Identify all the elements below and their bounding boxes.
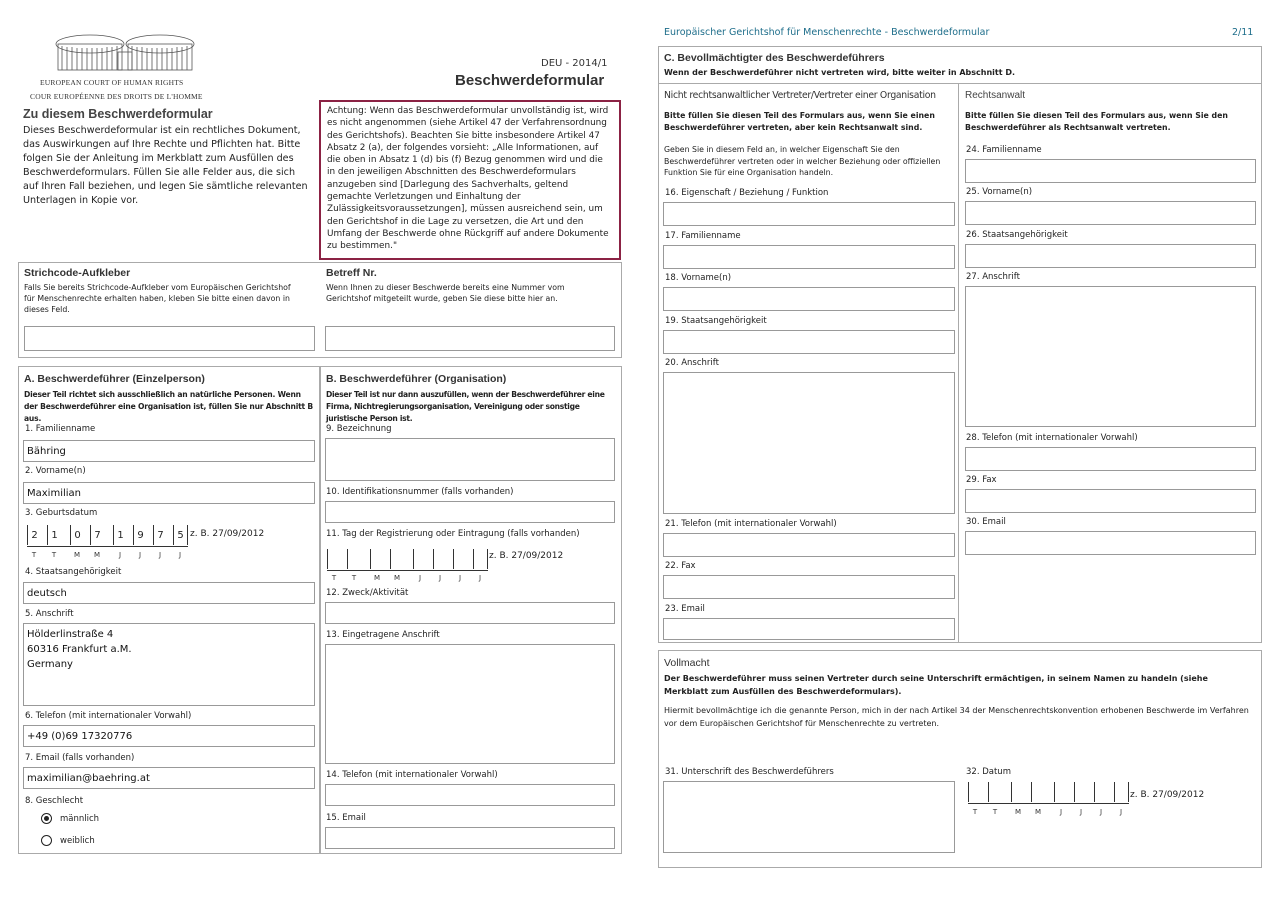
nonlawyer-note: Bitte füllen Sie diesen Teil des Formulars aus, wenn Sie einen Beschwerdeführer vertreten, aber kein Rechtsanwalt sind. (664, 111, 935, 132)
signature-date-field[interactable] (968, 782, 1126, 804)
family-name-field[interactable]: Bähring (23, 440, 315, 462)
family-name-label: 1. Familienname (25, 424, 96, 434)
first-name-label: 2. Vorname(n) (25, 466, 86, 476)
address-line: Germany (27, 659, 73, 670)
lawyer-nationality-field[interactable] (965, 244, 1256, 268)
gender-label: 8. Geschlecht (25, 796, 84, 806)
birth-date-digit: 5 (173, 525, 187, 545)
address-line: 60316 Frankfurt a.M. (27, 644, 132, 655)
rep-first-name-label: 18. Vorname(n) (665, 273, 732, 283)
lawyer-family-name-label: 24. Familienname (966, 145, 1042, 155)
gender-male-label: männlich (60, 814, 100, 824)
birth-date-digit: 7 (90, 525, 104, 545)
org-date-example: z. B. 27/09/2012 (489, 551, 564, 561)
signature-field[interactable] (663, 781, 955, 853)
section-a-heading: A. Beschwerdeführer (Einzelperson) (24, 373, 205, 385)
org-address-field[interactable] (325, 644, 615, 764)
rep-first-name-field[interactable] (663, 287, 955, 311)
org-name-label: 9. Bezeichnung (326, 424, 392, 434)
lawyer-first-name-field[interactable] (965, 201, 1256, 225)
section-c-heading: C. Bevollmächtigter des Beschwerdeführers (664, 52, 885, 64)
nationality-label: 4. Staatsangehörigkeit (25, 567, 122, 577)
lawyer-heading: Rechtsanwalt (965, 90, 1026, 101)
reference-text: Wenn Ihnen zu dieser Beschwerde bereits eine Nummer vom Gerichtshof mitgeteilt wurde, geben Sie diese bitte hier an. (326, 283, 565, 303)
org-registration-date-label: 11. Tag der Registrierung oder Eintragung (falls vorhanden) (326, 529, 580, 539)
phone-label: 6. Telefon (mit internationaler Vorwahl) (25, 711, 192, 721)
address-line: Hölderlinstraße 4 (27, 629, 114, 640)
nationality-field[interactable]: deutsch (23, 582, 315, 604)
lawyer-nationality-label: 26. Staatsangehörigkeit (966, 230, 1068, 240)
birth-date-digit: 0 (70, 525, 84, 545)
page-header-title: Europäischer Gerichtshof für Menschenrechte - Beschwerdeformular (664, 27, 990, 38)
authority-text: Hiermit bevollmächtige ich die genannte Person, mich in der nach Artikel 34 der Menschenrechtskonvention erhobenen Beschwerde im Verfahren vor dem Europäischen Gerichtshof für Menschenrechte zu vertreten. (664, 706, 1249, 728)
section-c-note: Wenn der Beschwerdeführer nicht vertreten wird, bitte weiter in Abschnitt D. (664, 68, 1016, 77)
court-name-en: EUROPEAN COURT OF HUMAN RIGHTS (40, 78, 184, 87)
form-code: DEU - 2014/1 (541, 58, 608, 69)
gender-female-label: weiblich (60, 836, 95, 846)
court-name-fr: COUR EUROPÉENNE DES DROITS DE L'HOMME (30, 92, 203, 101)
barcode-sticker-field[interactable] (24, 326, 315, 351)
address-label: 5. Anschrift (25, 609, 74, 619)
rep-phone-field[interactable] (663, 533, 955, 557)
authority-note: Der Beschwerdeführer muss seinen Vertreter durch seine Unterschrift ermächtigen, in seinem Namen zu handeln (siehe Merkblatt zum Ausfüllen des Beschwerdeformulars). (664, 674, 1208, 696)
lawyer-email-field[interactable] (965, 531, 1256, 555)
rep-address-label: 20. Anschrift (665, 358, 719, 368)
lawyer-phone-label: 28. Telefon (mit internationaler Vorwahl) (966, 433, 1138, 443)
gender-female-radio[interactable] (41, 835, 52, 846)
section-a-note: Dieser Teil richtet sich ausschließlich an natürliche Personen. Wenn der Beschwerdeführer eine Organisation ist, füllen Sie nur Abschnitt B aus. (24, 390, 314, 423)
birth-date-example: z. B. 27/09/2012 (190, 529, 265, 539)
lawyer-address-label: 27. Anschrift (966, 272, 1020, 282)
rep-nationality-field[interactable] (663, 330, 955, 354)
barcode-heading: Strichcode-Aufkleber (24, 267, 131, 279)
org-phone-label: 14. Telefon (mit internationaler Vorwahl) (326, 770, 498, 780)
nonlawyer-text: Geben Sie in diesem Feld an, in welcher Eigenschaft Sie den Beschwerdeführer vertreten oder in welcher Beziehung oder offiziellen Funktion Sie für eine Organisation handeln. (664, 145, 941, 177)
intro-heading: Zu diesem Beschwerdeformular (23, 107, 213, 121)
page-number: 2/11 (1232, 27, 1254, 38)
capacity-field[interactable] (663, 202, 955, 226)
rep-phone-label: 21. Telefon (mit internationaler Vorwahl) (665, 519, 837, 529)
org-id-field[interactable] (325, 501, 615, 523)
reference-heading: Betreff Nr. (326, 267, 377, 279)
rep-fax-label: 22. Fax (665, 561, 696, 571)
lawyer-email-label: 30. Email (966, 517, 1006, 527)
org-email-field[interactable] (325, 827, 615, 849)
org-activity-label: 12. Zweck/Aktivität (326, 588, 409, 598)
lawyer-family-name-field[interactable] (965, 159, 1256, 183)
section-b-heading: B. Beschwerdeführer (Organisation) (326, 373, 507, 385)
rep-email-field[interactable] (663, 618, 955, 640)
org-address-label: 13. Eingetragene Anschrift (326, 630, 440, 640)
birth-date-digit: 1 (47, 525, 61, 545)
court-building-logo (50, 30, 200, 75)
email-field[interactable]: maximilian@baehring.at (23, 767, 315, 789)
rep-address-field[interactable] (663, 372, 955, 514)
birth-date-field[interactable] (27, 525, 185, 547)
intro-text: Dieses Beschwerdeformular ist ein rechtliches Dokument, das Auswirkungen auf Ihre Rechte und Pflichten hat. Bitte folgen Sie der Anleitung im Merkblatt zum Ausfüllen des Beschwerdeformulars. Füllen Sie alle Felder aus, die sich auf Ihren Fall beziehen, und legen Sie sämtliche relevanten Unterlagen in Kopie vor. (23, 125, 308, 206)
lawyer-address-field[interactable] (965, 286, 1256, 427)
signature-label: 31. Unterschrift des Beschwerdeführers (665, 767, 834, 777)
phone-field[interactable]: +49 (0)69 17320776 (23, 725, 315, 747)
lawyer-fax-label: 29. Fax (966, 475, 997, 485)
org-email-label: 15. Email (326, 813, 366, 823)
rep-nationality-label: 19. Staatsangehörigkeit (665, 316, 767, 326)
section-b-note: Dieser Teil ist nur dann auszufüllen, wenn der Beschwerdeführer eine Firma, Nichtregierungsorganisation, Vereinigung oder sonstige juristische Person ist. (326, 390, 605, 423)
date-label: 32. Datum (966, 767, 1011, 777)
rep-email-label: 23. Email (665, 604, 705, 614)
rep-family-name-label: 17. Familienname (665, 231, 741, 241)
rep-family-name-field[interactable] (663, 245, 955, 269)
warning-box (319, 100, 621, 260)
first-name-field[interactable]: Maximilian (23, 482, 315, 504)
capacity-label: 16. Eigenschaft / Beziehung / Funktion (665, 188, 829, 198)
lawyer-note: Bitte füllen Sie diesen Teil des Formulars aus, wenn Sie den Beschwerdeführer als Rechtsanwalt vertreten. (965, 111, 1228, 132)
birth-date-digit: 9 (133, 525, 147, 545)
nonlawyer-heading: Nicht rechtsanwaltlicher Vertreter/Vertreter einer Organisation (664, 90, 936, 101)
warning-text: Achtung: Wenn das Beschwerdeformular unvollständig ist, wird es nicht angenommen (siehe Artikel 47 der Verfahrensordnung des Gerichtshofs). Beachten Sie bitte insbesondere Artikel 47 Absatz 2 (a), der folgendes vorsieht: „Alle Informationen, auf die oben in Absatz 1 (d) bis (f) Bezug genommen wird und die in den jeweiligen Abschnitten des Beschwerdeformulars anzugeben sind [Darlegung des Sachverhalts, geltend gemachte Verletzungen und Einhaltung der Zulässigkeitsvoraussetzungen], müssen ausreichend sein, um den Gerichtshof in die Lage zu versetzen, die Art und den Umfang der Beschwerde ohne Rückgriff auf andere Dokumente zu bestimmen." (327, 106, 609, 252)
gender-male-radio[interactable] (41, 813, 52, 824)
org-registration-date-field[interactable] (327, 549, 485, 571)
birth-date-label: 3. Geburtsdatum (25, 508, 98, 518)
org-name-field[interactable] (325, 438, 615, 481)
birth-date-digit: 2 (27, 525, 41, 545)
rep-fax-field[interactable] (663, 575, 955, 599)
reference-number-field[interactable] (325, 326, 615, 351)
lawyer-first-name-label: 25. Vorname(n) (966, 187, 1033, 197)
email-label: 7. Email (falls vorhanden) (25, 753, 135, 763)
birth-date-digit: 1 (113, 525, 127, 545)
org-phone-field[interactable] (325, 784, 615, 806)
authority-heading: Vollmacht (664, 657, 710, 669)
org-id-label: 10. Identifikationsnummer (falls vorhanden) (326, 487, 514, 497)
address-field[interactable] (23, 623, 315, 706)
lawyer-fax-field[interactable] (965, 489, 1256, 513)
form-title: Beschwerdeformular (455, 72, 605, 89)
birth-date-digit: 7 (153, 525, 167, 545)
signature-date-example: z. B. 27/09/2012 (1130, 790, 1205, 800)
org-activity-field[interactable] (325, 602, 615, 624)
barcode-text: Falls Sie bereits Strichcode-Aufkleber vom Europäischen Gerichtshof für Menschenrechte erhalten haben, kleben Sie bitte einen davon in dieses Feld. (24, 283, 291, 314)
lawyer-phone-field[interactable] (965, 447, 1256, 471)
